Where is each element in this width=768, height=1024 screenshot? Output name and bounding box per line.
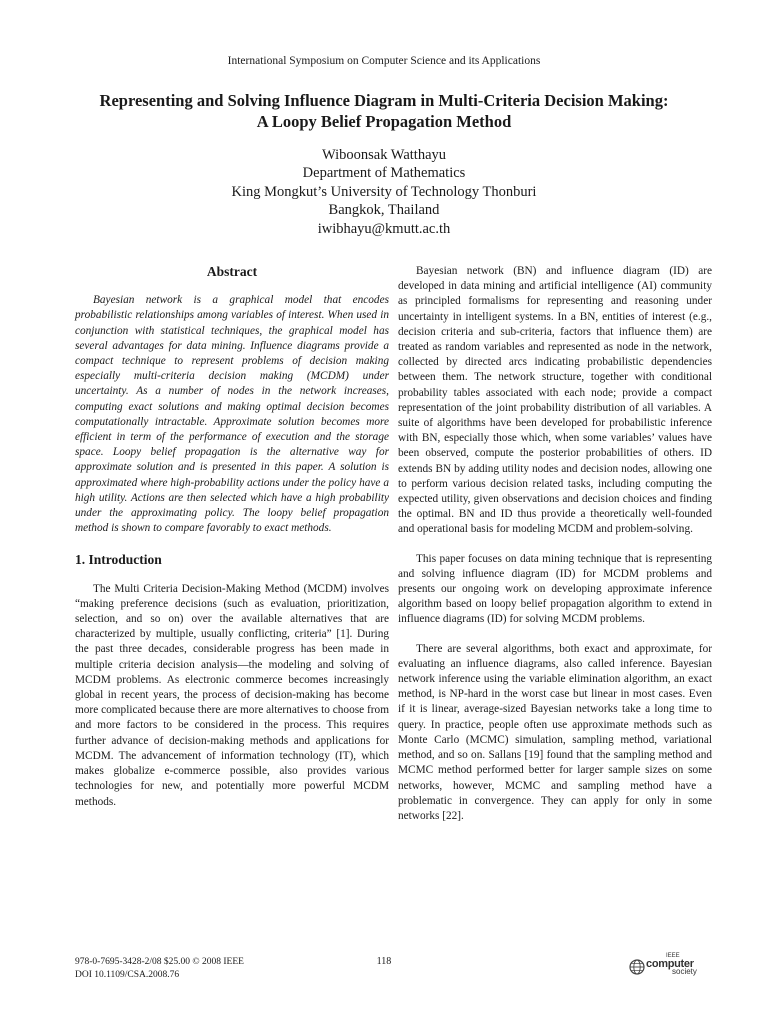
ieee-computer-society-logo (628, 950, 698, 980)
page-number: 118 (376, 956, 392, 967)
right-column (398, 264, 712, 824)
logo-society: society (672, 967, 697, 976)
paper-title (40, 90, 728, 132)
logo-text (646, 952, 697, 976)
author-university: King Mongkut’s University of Technology Thonburi (231, 183, 537, 200)
right-paragraph-1: Bayesian network (BN) and influence diagram (ID) are developed in data mining and artificial intelligence (AI) community as principled formalisms for representing and reasoning under uncertainty in intelligent systems. In a BN, entities of interest (e.g., decision criteria and sub-criteria, factors that influence them) are treated as random variables and represented as node in the network, collected by directed arcs indicating probabilistic dependencies between them. The network structure, together with conditional probability tables associated with each node; provide a compact representation of the joint probability distribution of all variables. A suite of algorithms have been developed for probabilistic inference with BN, especially those which, when some variables’ values have been observed, compute the posterior probabilities of others. ID extends BN by adding utility nodes and decision nodes, allowing one to perform various decision related tasks, including computing the expected utility, given observations and decision choices and finding the optimal. BN and ID thus provide a theoretically well-founded and operational basis for modeling MCDM and problem-solving. (398, 265, 712, 536)
author-name: Wiboonsak Watthayu (321, 147, 447, 163)
right-paragraph-2: This paper focuses on data mining technique that is representing and solving influence diagram (ID) for MCDM problems and presents our ongoing work on developing approximate inference algorithm based on loopy belief propagation algorithm to extend in influence diagrams (ID) for solving MCDM problems. (398, 552, 712, 626)
title-line-2: A Loopy Belief Propagation Method (256, 112, 512, 131)
author-location: Bangkok, Thailand (328, 202, 440, 219)
abstract-heading: Abstract (206, 264, 258, 279)
globe-icon (628, 958, 646, 976)
logo-ieee: IEEE (666, 953, 680, 959)
logo-computer: computer (646, 958, 694, 970)
footer-isbn: 978-0-7695-3428-2/08 $25.00 © 2008 IEEE (75, 957, 244, 967)
introduction-paragraph: The Multi Criteria Decision-Making Method (MCDM) involves “making preference decisions (such as evaluation, prioritization, selection, and so on) over the available alternatives that are characterized by multiple, usually conflicting, criteria” [1]. During the past three decades, considerable progress has been made in multiple criteria decision analysis—the modeling and solving of MCDM problems. As electronic commerce becomes increasingly global in recent years, the process of decision-making has become more complicated because there are more alternatives to choose from and more factors to be considered in the process. This requires further advance of decision-making methods and applications for MCDM. The advancement of information technology (IT), which makes globalize e-commerce possible, also provides various technologies for new, and potentially more powerful MCDM methods. (75, 582, 389, 808)
footer-doi: DOI 10.1109/CSA.2008.76 (75, 970, 180, 980)
title-line-1: Representing and Solving Influence Diagram in Multi-Criteria Decision Making: (99, 91, 669, 110)
abstract-text: Bayesian network is a graphical model that encodes probabilistic relationships among variables of interest. When used in conjunction with statistical techniques, the graphical model has several advantages for data mining. Influence diagrams provide a compact technique to represent problems of decision making especially multi-criteria decision making (MCDM) under uncertainty. As a number of nodes in the network increases, computing exact solutions and making optimal decision becomes computationally intractable. Approximate solution becomes more efficient in term of the performance of execution and the storage space. Loopy belief propagation is the alternative way for approximate solution and is presented in this paper. A solution is approximated where high-probability actions under the policy have a high utility. Actions are then selected which have a high probability under the approximating policy. The loopy belief propagation method is shown to compare favorably to exact methods. (75, 294, 389, 535)
author-block (0, 146, 768, 238)
introduction-heading: 1. Introduction (75, 552, 162, 568)
right-paragraph-3: There are several algorithms, both exact and approximate, for evaluating an influence diagrams, also called inference. Bayesian network inference using the variable elimination algorithm, an exact method, is NP-hard in the worst case but linear in most cases. Even if it is linear, average-sized Bayesian networks take a long time to query. In practice, people often use approximate methods such as Monte Carlo (MCMC) simulation, sampling method, variational method, and so on. Sallans [19] found that the sampling method and MCMC method performed better for larger sample sizes on some networks, however, MCMC and sampling method have a problematic in convergence. They can apply for only in some networks [22]. (398, 642, 712, 822)
author-department: Department of Mathematics (302, 165, 466, 182)
author-email: iwibhayu@kmutt.ac.th (317, 220, 451, 237)
left-column (75, 264, 389, 810)
running-header: International Symposium on Computer Science and its Applications (227, 55, 541, 67)
